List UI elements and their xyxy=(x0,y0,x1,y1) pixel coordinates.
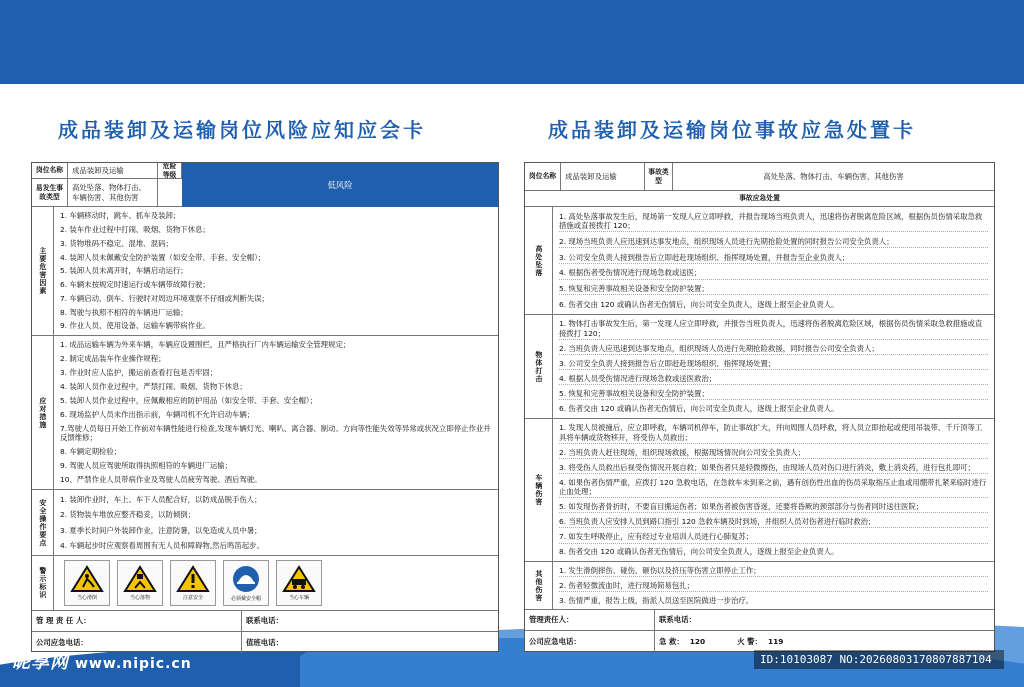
hazards-label: 主要危害因素 xyxy=(32,207,54,335)
strike-label: 物体打击 xyxy=(525,315,553,418)
list-item: 6. 伤者交由 120 或确认伤者无伤情后，向公司安全负责人，逐级上报至企业负责人。 xyxy=(559,404,839,414)
list-item: 9. 驾驶人员应驾驶所取得执照相符的车辆进厂运输； xyxy=(60,461,232,471)
fall-steps xyxy=(553,207,994,314)
list-item: 1. 装卸作业时，车上、车下人员配合好，以防成品脱手伤人； xyxy=(60,495,262,504)
right-card-title: 成品装卸及运输岗位事故应急处置卡 xyxy=(548,118,916,142)
contact-label: 联系电话： xyxy=(246,616,283,626)
hazards-list xyxy=(54,207,498,335)
warning-signs xyxy=(54,556,498,610)
list-item: 4. 装卸人员作业过程中，严禁打闹、吸烟、货物下休息； xyxy=(60,382,247,392)
fire-label: 火 警： xyxy=(737,637,762,647)
measures-label: 应对措施 xyxy=(32,336,54,489)
list-item: 10、严禁作业人员带病作业及驾驶人员疲劳驾驶、酒后驾驶。 xyxy=(60,475,262,485)
list-item: 3. 货物堆码不稳定、混堆、混码； xyxy=(60,238,173,248)
section-title: 事故应急处置 xyxy=(739,194,780,203)
post-value: 成品装卸及运输 xyxy=(561,163,645,190)
vehicle-warning-icon: 当心车辆 xyxy=(276,560,322,606)
manager-label: 管 理 责 任 人： xyxy=(32,611,242,631)
slip-warning-icon: 当心滑倒 xyxy=(64,560,110,606)
list-item: 2. 当班负责人赶往现场，组织现场救援，根据现场情况向公司安全负责人； xyxy=(559,447,988,459)
list-item: 3. 公司安全负责人接到报告后立即赶赴现场组织、指挥现场处置，并报告至企业负责人； xyxy=(559,252,988,264)
list-item: 8. 车辆定期检验； xyxy=(60,447,122,457)
vehicle-steps xyxy=(553,419,994,561)
list-item: 1. 车辆移动时，跳车、抓车及装卸； xyxy=(60,211,181,221)
falling-object-warning-icon: 当心落物 xyxy=(117,560,163,606)
post-label: 岗位名称 xyxy=(525,163,561,190)
list-item: 3. 将受伤人员救出后视受伤情况开展自救；如果伤者只是轻微擦伤，由现场人员对伤口进行消炎，敷上消炎药，进行包扎即可； xyxy=(559,462,988,474)
list-item: 6. 伤者交由 120 或确认伤者无伤情后，向公司安全负责人，逐级上报至企业负责人。 xyxy=(559,299,839,309)
measures-list xyxy=(54,336,498,489)
list-item: 2. 伤者轻微流血时，进行现场简易包扎； xyxy=(559,580,988,592)
list-item: 7.驾驶人员每日开始工作前对车辆性能进行检查,发现车辆灯光、喇叭、离合器、制动、方向等性能失效等异常或状况立即停止作业并反馈维修； xyxy=(60,424,491,443)
list-item: 6. 现场监护人员未作出指示前，车辆司机不允许启动车辆； xyxy=(60,410,255,420)
post-value: 成品装卸及运输 xyxy=(68,163,158,178)
list-item: 1. 高处坠落事故发生后，现场第一发现人应立即呼救，并报告现场当班负责人，迅速将伤者脱离危险区域，根据伤员伤情采取急救措施或直接拨打 120； xyxy=(559,211,988,233)
list-item: 7. 如发生呼吸停止，应有经过专业培训人员进行心肺复苏； xyxy=(559,531,988,543)
post-label: 岗位名称 xyxy=(32,163,68,178)
list-item: 2. 现场当班负责人应迅速到达事发地点，组织现场人员进行先期抢险处置的同时报告公司安全负责人； xyxy=(559,236,988,248)
accident-type-label: 事故类型 xyxy=(645,163,673,190)
site-logo: 昵享网 www.nipic.cn xyxy=(12,652,192,673)
manager-label: 管理责任人： xyxy=(525,610,655,630)
safe-ops-label: 安全操作要点 xyxy=(32,490,54,555)
other-steps xyxy=(553,562,994,609)
list-item: 5. 如发现伤者骨折时，不要盲目搬运伤者；如果伤者被伤害昏迷，还要将昏厥的颈部部分与伤者同时送往医院； xyxy=(559,501,988,513)
duty-phone-label: 值班电话： xyxy=(246,637,283,647)
top-banner xyxy=(0,0,1024,84)
list-item: 4. 如果伤者伤情严重，应拨打 120 急救电话，在急救车未到来之前，遇有创伤性出血的伤员采取指压止血或用绷带扎紧来临时进行止血处理； xyxy=(559,477,988,499)
emergency-response-card xyxy=(524,162,995,652)
list-item: 6. 车辆未按规定时速运行或车辆带故障行驶； xyxy=(60,280,210,290)
list-item: 3. 夏季长时间户外装卸作业，注意防暑，以免造成人员中暑； xyxy=(60,525,262,535)
ambulance-value: 120 xyxy=(689,637,706,647)
list-item: 4. 根据人员受伤情况进行现场急救或送医救治； xyxy=(559,373,988,385)
list-item: 6. 当班负责人应安排人员到路口指引 120 急救车辆及时到场，并组织人员对伤者进行临时救治； xyxy=(559,516,988,528)
list-item: 1. 物体打击事故发生后，第一发现人应立即呼救，并报告当班负责人，迅速将伤者脱离危险区域，根据伤员伤情采取急救措施或直接拨打 120； xyxy=(559,318,988,340)
list-item: 8. 伤者交由 120 或确认伤者无伤情后，向公司安全负责人，逐级上报至企业负责人。 xyxy=(559,547,839,557)
list-item: 2. 当班负责人应迅速到达事发地点，组织现场人员进行先期抢险救援，同时报告公司安全负责人； xyxy=(559,343,988,355)
contact-label: 联系电话： xyxy=(659,615,696,625)
list-item: 2. 货物装车堆放应整齐稳妥，以防倾倒； xyxy=(60,510,196,520)
list-item: 1. 发生滑倒摔伤、碰伤、砸伤以及挤压等伤害立即停止工作； xyxy=(559,565,988,577)
list-item: 4. 装卸人员未佩戴安全防护装置（如安全带、手套、安全帽）； xyxy=(60,252,266,262)
emergency-phone-label: 公司应急电话： xyxy=(525,631,655,653)
other-label: 其他伤害 xyxy=(525,562,553,609)
list-item: 5. 恢复和完善事故相关设备和安全防护装置； xyxy=(559,388,988,400)
helmet-mandatory-icon: 必须戴安全帽 xyxy=(223,560,269,606)
list-item: 7. 车辆启动、倒车、行驶时对周边环境观察不仔细或判断失误； xyxy=(60,293,269,303)
site-url: www.nipic.cn xyxy=(75,656,192,672)
list-item: 9. 作业人员、使用设备、运输车辆带病作业。 xyxy=(60,321,210,331)
strike-steps xyxy=(553,315,994,418)
list-item: 1. 成品运输车辆为外来车辆，车辆应设置围栏，且严格执行厂内车辆运输安全管理规定； xyxy=(60,340,351,350)
list-item: 3. 伤情严重，报告上级，指派人员送至医院做进一步治疗。 xyxy=(559,595,754,605)
list-item: 5. 装卸人员作业过程中，应佩戴相应的防护用品（如安全带、手套、安全帽）； xyxy=(60,396,317,406)
risk-value: 低风险 xyxy=(182,163,498,207)
ambulance-label: 急 救： xyxy=(659,637,684,647)
list-item: 3. 作业时应人监护，搬运前查看打包是否牢固； xyxy=(60,368,218,378)
list-item: 8. 驾驶与执照不相符的车辆进厂运输； xyxy=(60,307,188,317)
fall-label: 高处坠落 xyxy=(525,207,553,314)
risk-awareness-card xyxy=(31,162,499,652)
list-item: 1. 发现人员被撞后，应立即呼救，车辆司机停车，防止事故扩大，并向周围人员呼救，将人员立即抬起或使用吊装带、千斤顶等工具将车辆或货物移开，将受伤人员救出； xyxy=(559,422,988,444)
vehicle-label: 车辆伤害 xyxy=(525,419,553,561)
list-item: 4. 车辆起步时应观察看周围有无人员和障碍物,然后鸣笛起步。 xyxy=(60,540,264,550)
list-item: 4. 根据伤者受伤情况进行现场急救或送医； xyxy=(559,267,988,279)
safe-ops-list xyxy=(54,490,498,555)
list-item: 5. 恢复和完善事故相关设备和安全防护装置； xyxy=(559,283,988,295)
image-id-label: ID:10103087 NO:20260803170807887104 xyxy=(754,650,1004,669)
fire-value: 119 xyxy=(767,637,784,647)
signs-label: 警示标识 xyxy=(32,556,54,610)
accident-value: 高处坠落、物体打击、车辆伤害、其他伤害 xyxy=(68,179,158,206)
caution-safety-icon: 注意安全 xyxy=(170,560,216,606)
list-item: 3. 公司安全负责人接到报告后立即赶赴现场组织、指挥现场处置； xyxy=(559,358,988,370)
risk-label: 危险等级 xyxy=(158,163,182,178)
list-item: 5. 装卸人员未离开时，车辆启动运行； xyxy=(60,266,188,276)
left-card-title: 成品装卸及运输岗位风险应知应会卡 xyxy=(58,118,426,142)
list-item: 2. 制定成品装车作业操作规程； xyxy=(60,354,166,364)
accident-type-value: 高处坠落、物体打击、车辆伤害、其他伤害 xyxy=(763,171,904,181)
list-item: 2. 装车作业过程中打闹、吸烟、货物下休息； xyxy=(60,225,210,235)
accident-label: 易发生事故类型 xyxy=(32,179,68,206)
emergency-phone-label: 公司应急电话： xyxy=(32,632,242,653)
